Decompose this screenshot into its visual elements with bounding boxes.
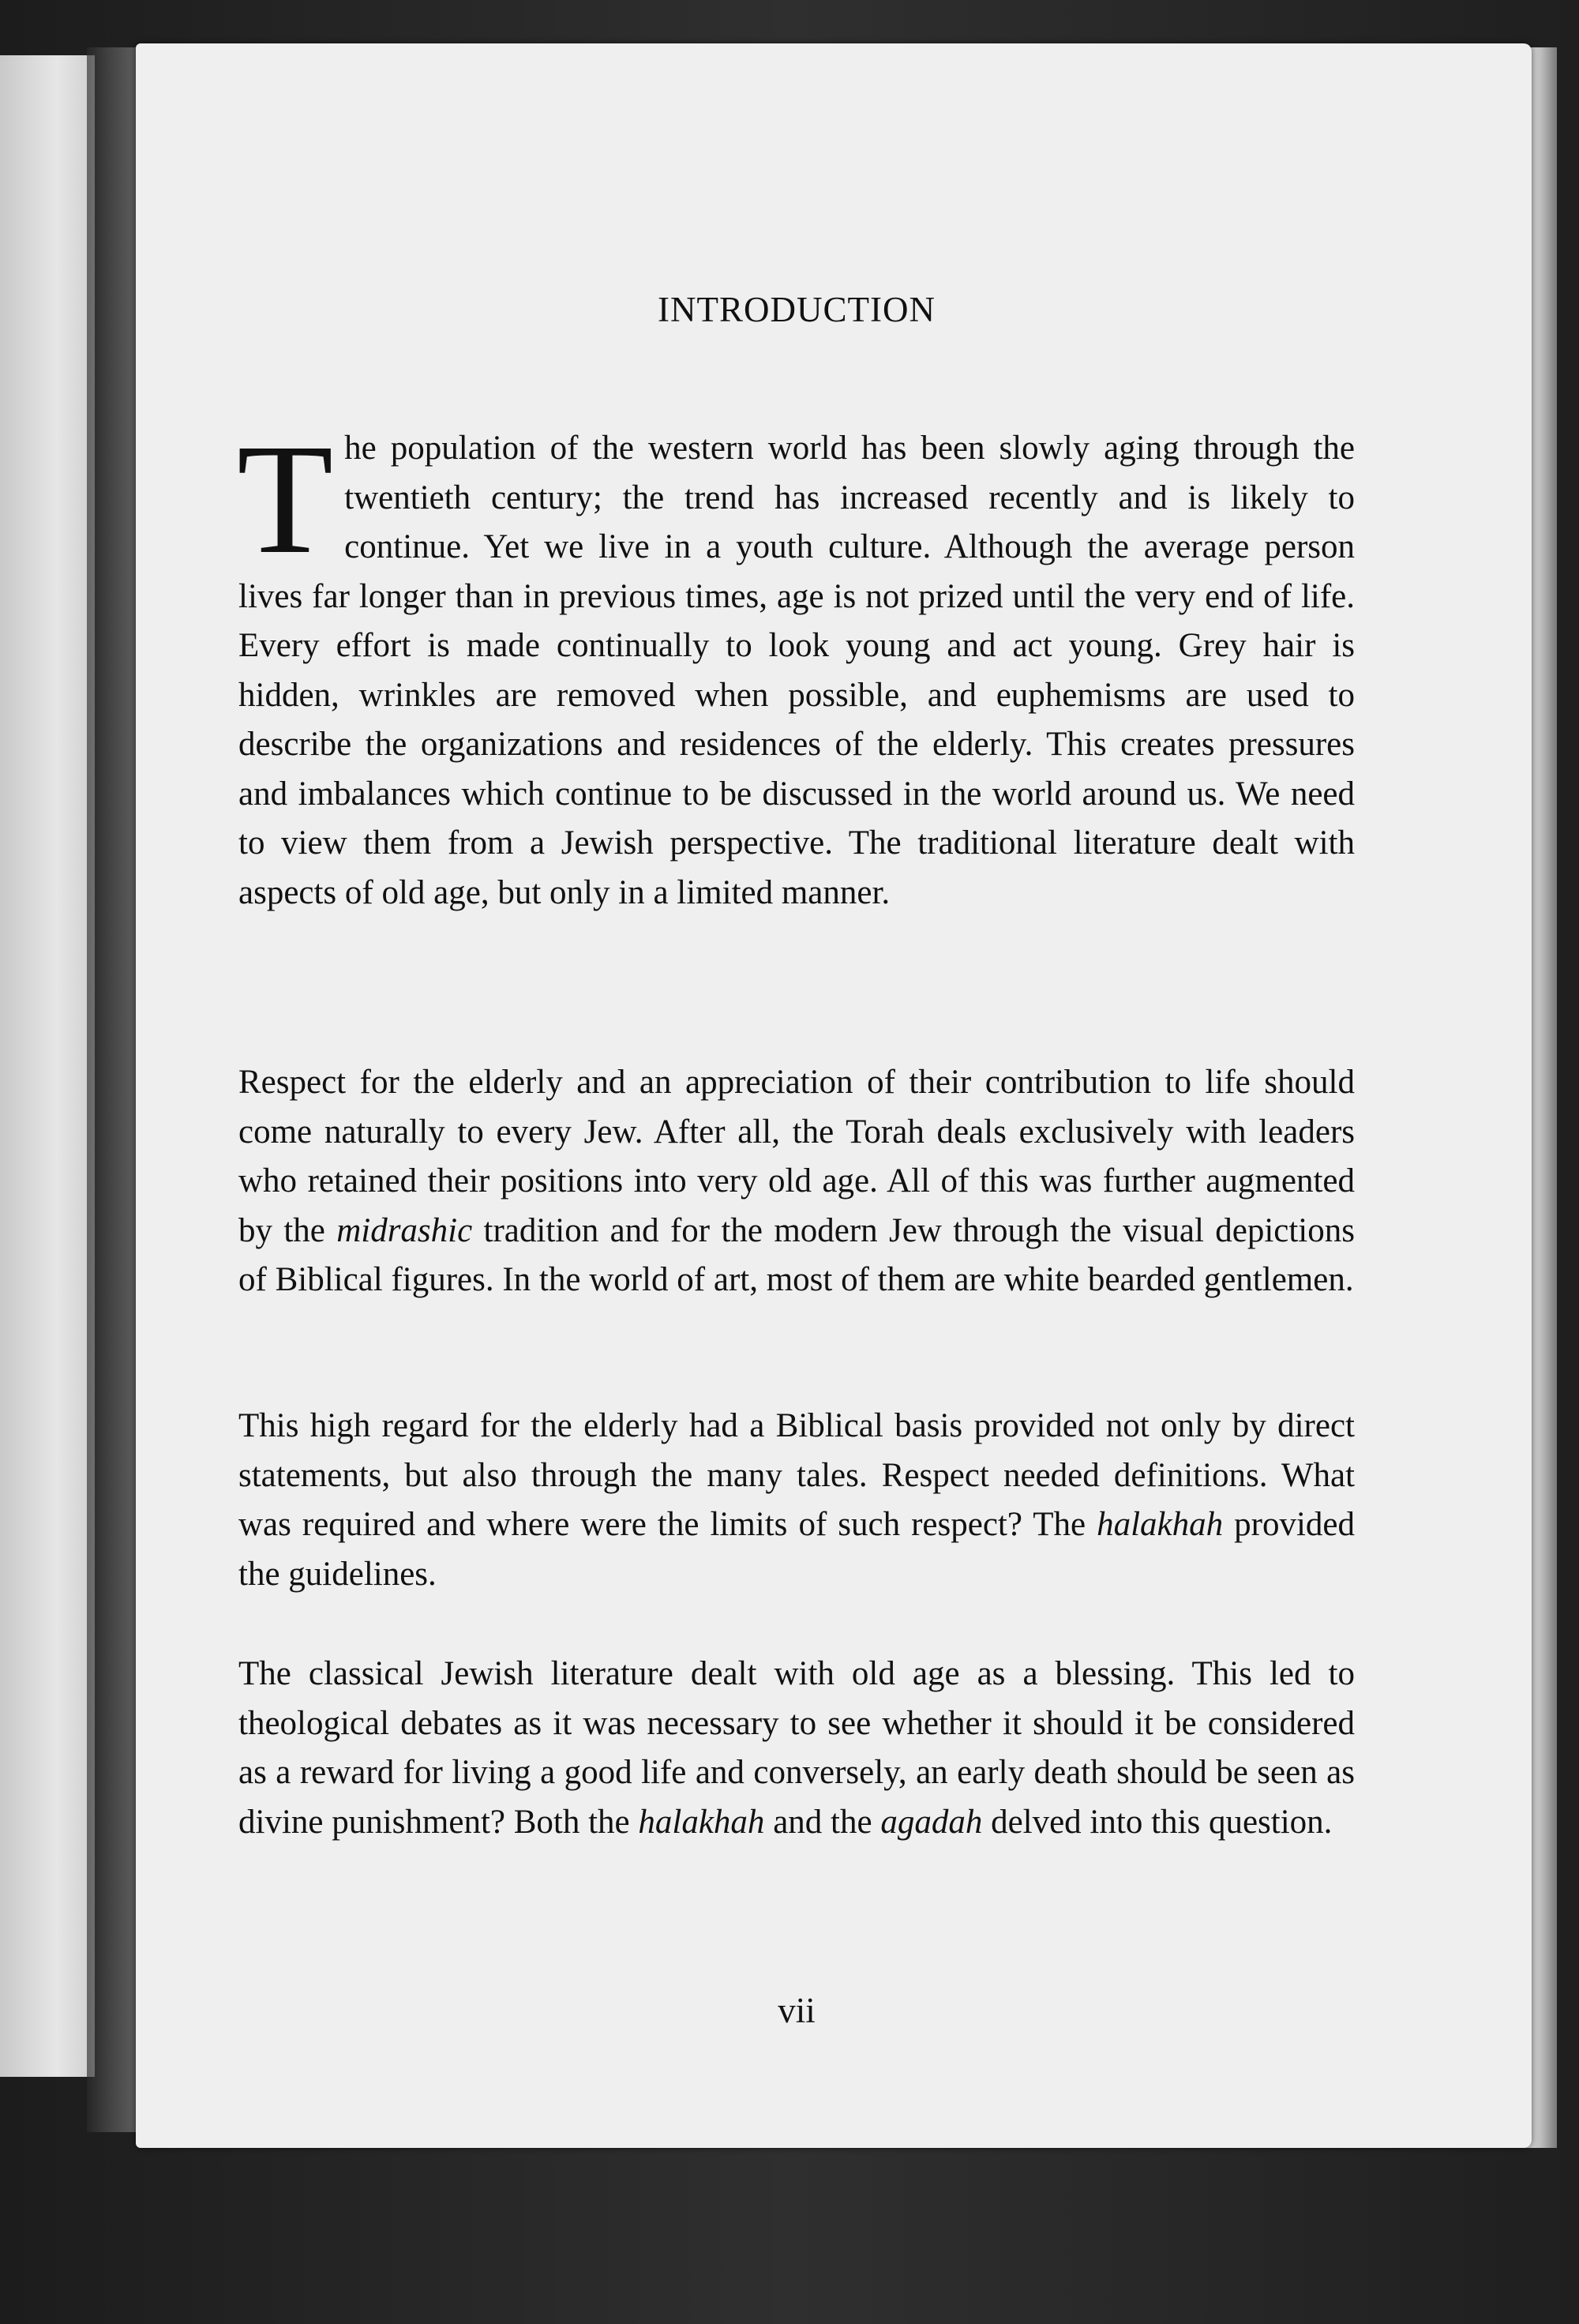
paragraph-2-italic: midrashic xyxy=(336,1211,473,1249)
page-number: vii xyxy=(778,1991,816,2030)
paragraph-1 xyxy=(237,412,1355,918)
page-title: INTRODUCTION xyxy=(658,290,936,329)
paragraph-3 xyxy=(238,1402,1355,1599)
paragraph-4-text-b: and the xyxy=(764,1803,881,1841)
drop-cap: T xyxy=(237,412,334,587)
paragraph-4-italic-2: agadah xyxy=(880,1803,983,1841)
paragraph-3-text-a: This high regard for the elderly had a Biblical basis provided not only by direct statements, but also through the many tales. Respect needed definitions. What was required and where were the limits of such respect? The xyxy=(238,1407,1355,1543)
left-page-edge xyxy=(0,55,95,2077)
paragraph-4-text-c: delved into this question. xyxy=(982,1803,1333,1841)
paragraph-4-text-a: The classical Jewish literature dealt with old age as a blessing. This led to theological debates as it was necessary to see whether it should it be considered as a reward for living a good life and conversely, an early death should be seen as divine punishment? Both the xyxy=(238,1655,1355,1841)
paragraph-3-italic: halakhah xyxy=(1097,1506,1224,1543)
paragraph-1-text: he population of the western world has been slowly aging through the twentieth century; the trend has increased recently and is likely to continue. Yet we live in a youth culture. Although the average person lives far longer than in previous times, age is not prized until the very end of life. Every effort is made continually to look young and act young. Grey hair is hidden, wrinkles are removed when possible, and euphemisms are used to describe the organizations and residences of the elderly. This creates pressures and imbalances which continue to be discussed in the world around us. We need to view them from a Jewish perspective. The traditional literature dealt with aspects of old age, but only in a limited manner. xyxy=(238,430,1355,911)
paragraph-2-text-a: Respect for the elderly and an appreciation of their contribution to life should come naturally to every Jew. After all, the Torah deals exclusively with leaders who retained their positions into very old age. All of this was further augmented by the xyxy=(238,1064,1355,1249)
paragraph-2 xyxy=(238,1058,1355,1305)
paragraph-3-text-b: provided the guidelines. xyxy=(238,1506,1355,1593)
gutter-shadow xyxy=(87,47,142,2132)
paragraph-2-text-b: tradition and for the modern Jew through the visual depictions of Biblical figures. In the world of art, most of them are white bearded gentlemen. xyxy=(238,1211,1355,1298)
paragraph-4-italic-1: halakhah xyxy=(638,1803,765,1841)
paragraph-4 xyxy=(238,1650,1355,1847)
